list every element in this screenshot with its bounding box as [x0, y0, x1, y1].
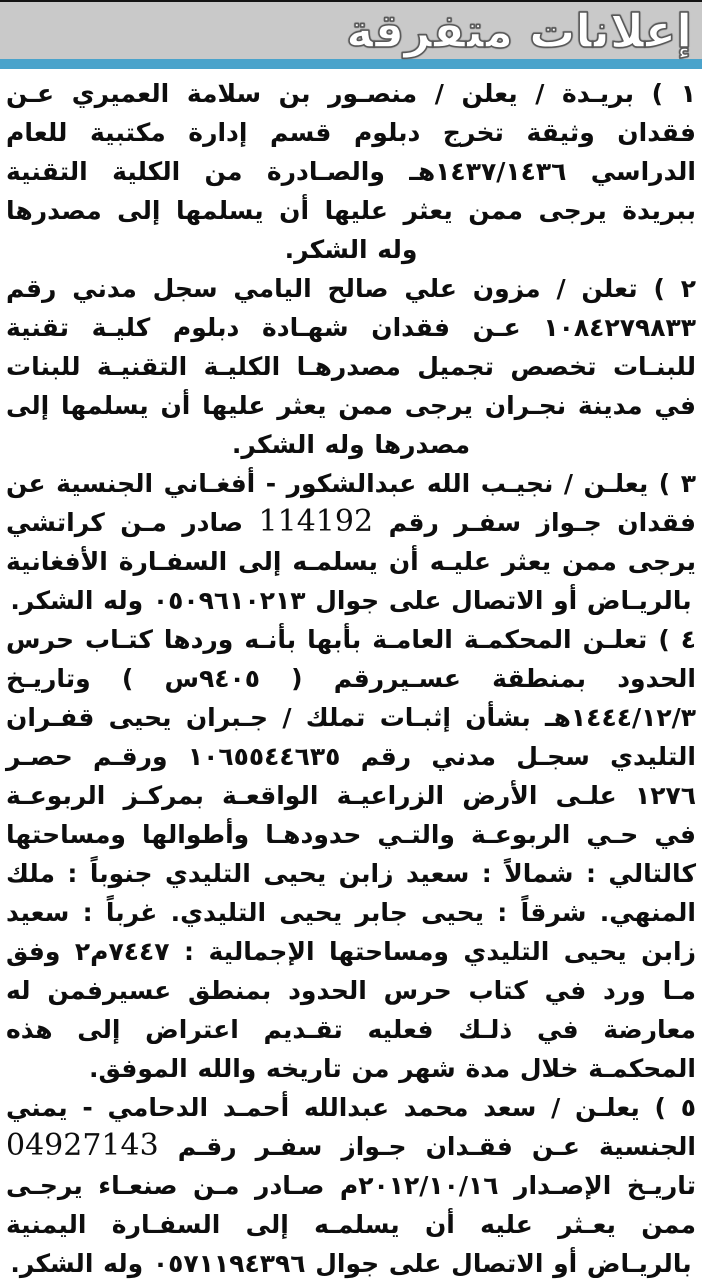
announcement [6, 620, 696, 1088]
announcement-text: ٥ ) يعلـن / سعد محمد عبدالله أحمـد الدحامي - يمني الجنسية عـن فقـدان جـواز سفـر رقـم [6, 1093, 696, 1161]
section-title: إعلانات متفرقة [346, 3, 692, 58]
announcement [6, 464, 696, 620]
announcement-text: تاريـخ الإصـدار ٢٠١٢/١٠/١٦م صـادر مـن صنعـاء يرجـى ممن يعـثر عليه أن يسلمـه إلى السفـارة اليمنية بالريـاض أو الاتصال على جوال ٠٥٧١١٩٤٣٩٦ وله الشكر. [6, 1171, 696, 1278]
accent-bar [0, 59, 702, 69]
announcement-text: ٣ ) يعلـن / نجيـب الله عبدالشكور - أفغـاني الجنسية عن فقدان جـواز سفـر رقم [6, 469, 696, 537]
announcements-list [0, 69, 702, 1283]
announcement [6, 74, 696, 269]
passport-number: 04927143 [6, 1128, 159, 1163]
passport-number: 114192 [258, 504, 374, 539]
announcement [6, 269, 696, 464]
announcement-text: ١ ) بريـدة / يعلن / منصـور بن سلامة العميري عـن فقدان وثيقة تخرج دبلوم قسم إدارة مكتبية للعام الدراسي ١٤٣٧/١٤٣٦هـ والصـادرة من الكلية التقنية ببريدة يرجى ممن يعثر عليها أن يسلمها إلى مصدرها وله الشكر. [6, 79, 696, 264]
announcement [6, 1088, 696, 1283]
section-banner [0, 2, 702, 59]
announcement-text: ٢ ) تعلن / مزون علي صالح اليامي سجل مدني رقم ١٠٨٤٢٧٩٨٣٣ عـن فقدان شهـادة دبلوم كليـة تقنية للبنـات تخصص تجميل مصدرهـا الكليـة التقنيـة للبنات في مدينة نجـران يرجى ممن يعثر عليها أن يسلمها إلى مصدرها وله الشكر. [6, 274, 696, 459]
announcement-text: صادر مـن كراتشي يرجى ممن يعثر عليـه أن يسلمـه إلى السفـارة الأفغانية بالريـاض أو الاتصال على جوال ٠٥٠٩٦١٠٢١٣ وله الشكر. [6, 508, 696, 615]
announcement-text: ٤ ) تعلـن المحكمـة العامـة بأبها بأنـه وردها كتـاب حرس الحدود بمنطقة عسـيررقم ( ٩٤٠٥س ) وتاريـخ ١٤٤٤/١٢/٣هـ بشأن إثبـات تملك / جـبران يحيى قفـران التليدي سجـل مدني رقم ١٠٦٥٥٤٤٦٣٥ ورقـم حصـر ١٢٧٦ علـى الأرض الزراعيـة الواقعـة بمركـز الربوعـة في حـي الربوعـة والتـي حدودهـا وأطوالها ومساحتها كالتالي : شمالاً : سعيد زابن يحيى التليدي جنوباً : ملك المنهي. شرقاً : يحيى جابر يحيى التليدي. غرباً : سعيد زابن يحيى التليدي ومساحتها الإجمالية : ٧٤٤٧م٢ وفق مـا ورد في كتاب حرس الحدود بمنطق عسيرفمن له معارضة في ذلـك فعليه تقـديم اعتراض إلى هذه المحكمـة خلال مدة شهر من تاريخه والله الموفق. [6, 625, 697, 1083]
